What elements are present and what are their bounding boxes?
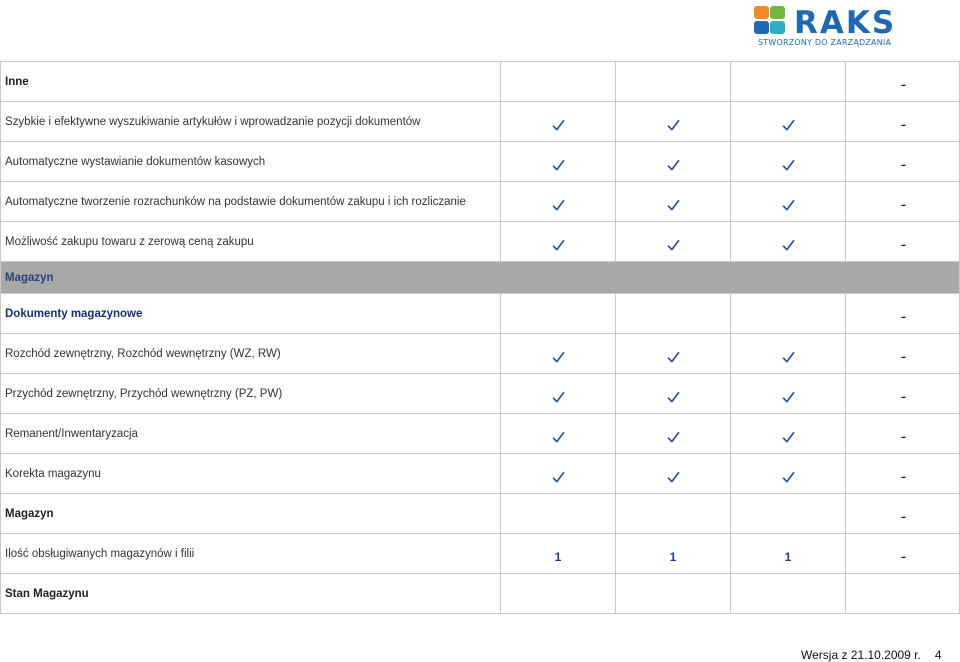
table-row	[1, 182, 960, 222]
feature-label: Remanent/Inwentaryzacja	[1, 414, 501, 453]
dash: -	[900, 75, 907, 94]
feature-label: Dokumenty magazynowe	[1, 294, 501, 333]
dash-cell	[846, 334, 960, 373]
empty-cell	[731, 574, 846, 613]
feature-label: Automatyczne tworzenie rozrachunków na podstawie dokumentów zakupu i ich rozliczanie	[1, 182, 501, 221]
dash: -	[900, 115, 907, 134]
dash: -	[900, 387, 907, 406]
feature-label: Szybkie i efektywne wyszukiwanie artykułów i wprowadzanie pozycji dokumentów	[1, 102, 501, 141]
empty-cell	[501, 494, 616, 533]
dash-cell	[846, 494, 960, 533]
checkmark-icon	[731, 374, 846, 413]
group-row	[1, 62, 960, 102]
checkmark-icon	[501, 182, 616, 221]
count-value: 1	[554, 550, 562, 564]
value-cell	[731, 534, 846, 573]
dash-cell	[846, 414, 960, 453]
feature-label: Korekta magazynu	[1, 454, 501, 493]
dash: -	[900, 467, 907, 486]
logo-brand: RAKS	[794, 5, 897, 41]
count-value: 1	[784, 550, 792, 564]
checkmark-icon	[731, 102, 846, 141]
empty-cell	[731, 62, 846, 101]
checkmark-icon	[501, 334, 616, 373]
feature-label: Stan Magazynu	[1, 574, 501, 613]
table-row	[1, 374, 960, 414]
dash: -	[900, 547, 907, 566]
feature-label: Inne	[1, 62, 501, 101]
empty-cell	[501, 574, 616, 613]
dash-cell	[846, 62, 960, 101]
dash: -	[900, 427, 907, 446]
dash-cell	[846, 222, 960, 261]
feature-label: Ilość obsługiwanych magazynów i filii	[1, 534, 501, 573]
checkmark-icon	[731, 414, 846, 453]
dash-cell	[846, 294, 960, 333]
feature-label: Rozchód zewnętrzny, Rozchód wewnętrzny (WZ, RW)	[1, 334, 501, 373]
feature-label: Możliwość zakupu towaru z zerową ceną zakupu	[1, 222, 501, 261]
empty-cell	[731, 294, 846, 333]
table-row	[1, 222, 960, 262]
dash-cell	[846, 182, 960, 221]
group-row	[1, 494, 960, 534]
group-row	[1, 574, 960, 614]
checkmark-icon	[616, 374, 731, 413]
table-row	[1, 142, 960, 182]
logo-mark-icon	[752, 4, 792, 42]
checkmark-icon	[616, 102, 731, 141]
checkmark-icon	[731, 454, 846, 493]
table-row	[1, 414, 960, 454]
dash: -	[900, 235, 907, 254]
empty-cell	[501, 294, 616, 333]
dash-cell	[846, 102, 960, 141]
empty-cell	[616, 494, 731, 533]
table-row	[1, 102, 960, 142]
checkmark-icon	[616, 414, 731, 453]
page-number: 4	[934, 648, 942, 662]
feature-label: Przychód zewnętrzny, Przychód wewnętrzny (PZ, PW)	[1, 374, 501, 413]
dash: -	[900, 307, 907, 326]
table-row	[1, 534, 960, 574]
section-header	[1, 262, 960, 294]
empty-cell	[846, 574, 960, 613]
dash: -	[900, 195, 907, 214]
feature-label: Magazyn	[1, 494, 501, 533]
dash: -	[900, 155, 907, 174]
dash: -	[900, 347, 907, 366]
checkmark-icon	[616, 142, 731, 181]
dash: -	[900, 507, 907, 526]
dash-cell	[846, 534, 960, 573]
dash-cell	[846, 374, 960, 413]
group-row	[1, 294, 960, 334]
dash-cell	[846, 454, 960, 493]
value-cell	[616, 534, 731, 573]
checkmark-icon	[501, 454, 616, 493]
checkmark-icon	[616, 454, 731, 493]
value-cell	[501, 534, 616, 573]
empty-cell	[731, 494, 846, 533]
checkmark-icon	[501, 222, 616, 261]
feature-table	[0, 61, 960, 614]
raks-logo	[752, 2, 912, 50]
checkmark-icon	[616, 182, 731, 221]
feature-label: Automatyczne wystawianie dokumentów kasowych	[1, 142, 501, 181]
checkmark-icon	[501, 374, 616, 413]
table-row	[1, 334, 960, 374]
page-footer	[801, 648, 942, 662]
checkmark-icon	[731, 182, 846, 221]
checkmark-icon	[731, 142, 846, 181]
empty-cell	[501, 62, 616, 101]
checkmark-icon	[616, 222, 731, 261]
table-row	[1, 454, 960, 494]
count-value: 1	[669, 550, 677, 564]
dash-cell	[846, 142, 960, 181]
empty-cell	[616, 574, 731, 613]
version-label: Wersja z 21.10.2009 r.	[801, 648, 921, 662]
checkmark-icon	[731, 222, 846, 261]
checkmark-icon	[501, 414, 616, 453]
logo-tagline: STWORZONY DO ZARZĄDZANIA	[758, 38, 892, 47]
checkmark-icon	[501, 102, 616, 141]
empty-cell	[616, 294, 731, 333]
checkmark-icon	[616, 334, 731, 373]
checkmark-icon	[731, 334, 846, 373]
empty-cell	[616, 62, 731, 101]
checkmark-icon	[501, 142, 616, 181]
section-label: Magazyn	[5, 271, 54, 284]
